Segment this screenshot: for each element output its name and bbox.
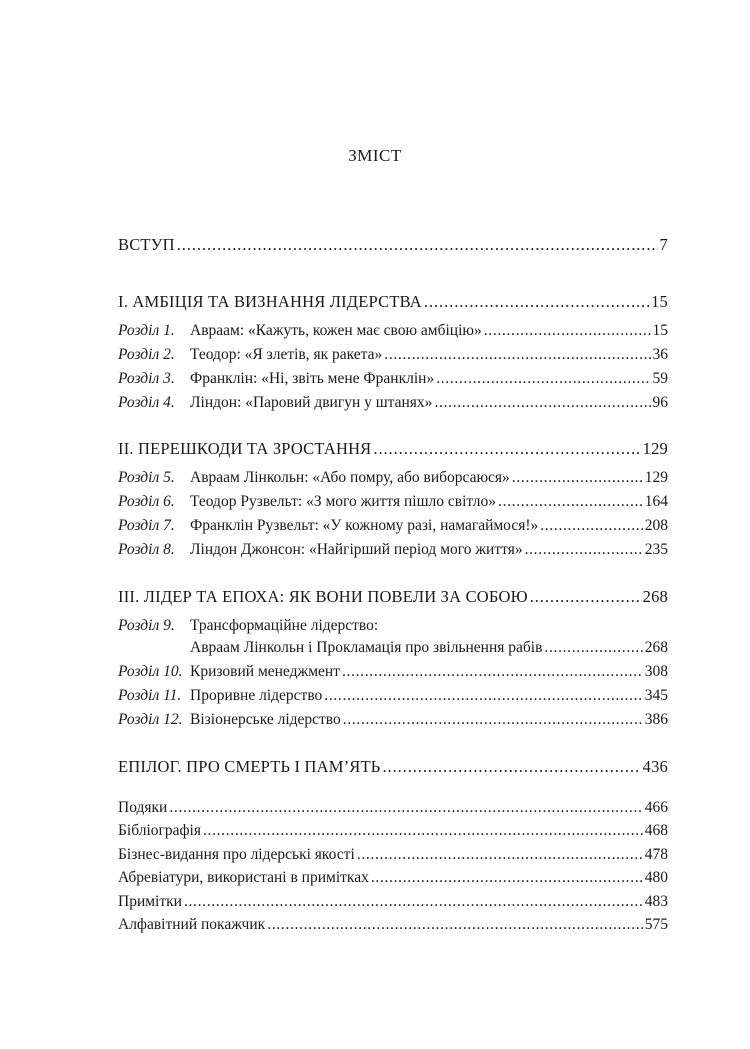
page-number: 235: [644, 541, 668, 558]
page-number: 129: [642, 439, 668, 458]
chapter-title: Ліндон: «Паровий двигун у штанях»: [190, 394, 433, 411]
page-number: 164: [644, 493, 668, 510]
toc-entry-epilogue[interactable]: [118, 756, 668, 778]
chapter-prefix: Розділ 9.: [118, 617, 175, 634]
entry-title: ВСТУП: [118, 235, 175, 254]
dot-leader: [424, 291, 649, 313]
chapter-title: Франклін: «Ні, звіть мене Франклін»: [190, 370, 435, 387]
toc-back-matter-item[interactable]: [118, 914, 668, 936]
page-number: 36: [652, 346, 668, 363]
toc-back-matter-item[interactable]: [118, 820, 668, 842]
page-number: 96: [652, 394, 668, 411]
page-number: 386: [644, 711, 668, 728]
chapter-title: Теодор Рузвельт: «З мого життя пішло світло»: [190, 493, 497, 510]
toc-chapter-12[interactable]: [118, 709, 668, 731]
chapter-title-continued: Авраам Лінкольн і Прокламація про звільнення рабів: [190, 639, 543, 656]
chapter-title: Авраам: «Кажуть, кожен має свою амбіцію»: [190, 322, 482, 339]
toc-chapter-9[interactable]: [190, 637, 668, 659]
entry-title: Бібліографія: [118, 822, 201, 839]
dot-leader: [357, 844, 643, 866]
entry-title: Абревіатури, використані в примітках: [118, 869, 369, 886]
chapter-prefix: Розділ 6.: [118, 493, 175, 510]
chapter-title: Проривне лідерство: [190, 687, 323, 704]
page-number: 59: [652, 370, 668, 387]
part-title: I. АМБІЦІЯ ТА ВИЗНАННЯ ЛІДЕРСТВА: [118, 292, 422, 311]
chapter-title: Трансформаційне лідерство:: [190, 617, 379, 634]
dot-leader: [384, 344, 650, 366]
page-number: 129: [644, 469, 668, 486]
chapter-title: Авраам Лінкольн: «Або помру, або виборсаюся»: [190, 469, 510, 486]
dot-leader: [525, 539, 643, 561]
toc-chapter-8[interactable]: [118, 539, 668, 561]
page-number: 7: [659, 235, 668, 254]
dot-leader: [184, 891, 643, 913]
toc-back-matter-item[interactable]: [118, 844, 668, 866]
dot-leader: [324, 685, 642, 707]
chapter-prefix: Розділ 7.: [118, 517, 175, 534]
dot-leader: [169, 797, 642, 819]
page-number: 208: [644, 517, 668, 534]
chapter-prefix: Розділ 3.: [118, 370, 175, 387]
toc-chapter-11[interactable]: [118, 685, 668, 707]
dot-leader: [484, 320, 651, 342]
chapter-prefix: Розділ 11.: [118, 687, 182, 704]
dot-leader: [434, 392, 650, 414]
page-number: 15: [652, 322, 668, 339]
chapter-prefix: Розділ 5.: [118, 469, 175, 486]
dot-leader: [267, 914, 643, 936]
page-number: 466: [644, 799, 668, 816]
toc-chapter-10[interactable]: [118, 661, 668, 683]
toc-chapter-5[interactable]: [118, 467, 668, 489]
chapter-prefix: Розділ 8.: [118, 541, 175, 558]
toc-chapter-1[interactable]: [118, 320, 668, 342]
toc-back-matter-item[interactable]: [118, 867, 668, 889]
dot-leader: [530, 586, 641, 608]
toc-chapter-9-heading[interactable]: [118, 615, 668, 637]
page-number: 480: [644, 869, 668, 886]
part-title: II. ПЕРЕШКОДИ ТА ЗРОСТАННЯ: [118, 439, 372, 458]
chapter-prefix: Розділ 1.: [118, 322, 175, 339]
dot-leader: [342, 661, 643, 683]
toc-part-3[interactable]: [118, 586, 668, 608]
page-number: 478: [644, 846, 668, 863]
page-number: 483: [644, 893, 668, 910]
page-number: 268: [642, 587, 668, 606]
toc-part-1[interactable]: [118, 291, 668, 313]
chapter-prefix: Розділ 4.: [118, 394, 175, 411]
chapter-title: Франклін Рузвельт: «У кожному разі, намагаймося!»: [190, 517, 539, 534]
chapter-prefix: Розділ 12.: [118, 711, 183, 728]
chapter-title: Ліндон Джонсон: «Найгірший період мого життя»: [190, 541, 523, 558]
part-title: III. ЛІДЕР ТА ЕПОХА: ЯК ВОНИ ПОВЕЛИ ЗА СОБОЮ: [118, 587, 528, 606]
dot-leader: [203, 820, 643, 842]
chapter-title: Теодор: «Я злетів, як ракета»: [190, 346, 383, 363]
toc-back-matter-item[interactable]: [118, 891, 668, 913]
page-number: 468: [644, 822, 668, 839]
toc-chapter-6[interactable]: [118, 491, 668, 513]
toc-chapter-7[interactable]: [118, 515, 668, 537]
dot-leader: [498, 491, 643, 513]
chapter-title: Кризовий менеджмент: [190, 663, 340, 680]
dot-leader: [436, 368, 650, 390]
entry-title: Подяки: [118, 799, 168, 816]
toc-chapter-4[interactable]: [118, 392, 668, 414]
dot-leader: [177, 234, 658, 256]
dot-leader: [343, 709, 643, 731]
dot-leader: [512, 467, 643, 489]
entry-title: Бізнес-видання про лідерські якості: [118, 846, 355, 863]
dot-leader: [382, 756, 640, 778]
page-title: ЗМІСТ: [348, 146, 402, 165]
toc-entry-intro[interactable]: [118, 234, 668, 256]
toc-back-matter-item[interactable]: [118, 797, 668, 819]
chapter-prefix: Розділ 2.: [118, 346, 175, 363]
page-number: 575: [644, 916, 668, 933]
entry-title: Алфавітний покажчик: [118, 916, 266, 933]
page-number: 268: [644, 639, 668, 656]
chapter-prefix: Розділ 10.: [118, 663, 183, 680]
chapter-title: Візіонерське лідерство: [190, 711, 341, 728]
page-number: 345: [644, 687, 668, 704]
dot-leader: [544, 637, 642, 659]
toc-chapter-3[interactable]: [118, 368, 668, 390]
dot-leader: [373, 438, 640, 460]
entry-title: ЕПІЛОГ. ПРО СМЕРТЬ І ПАМ’ЯТЬ: [118, 757, 381, 776]
page-number: 436: [642, 757, 668, 776]
toc-chapter-2[interactable]: [118, 344, 668, 366]
entry-title: Примітки: [118, 893, 182, 910]
dot-leader: [540, 515, 643, 537]
page-number: 308: [644, 663, 668, 680]
page-number: 15: [651, 292, 668, 311]
toc-part-2[interactable]: [118, 438, 668, 460]
dot-leader: [371, 867, 643, 889]
